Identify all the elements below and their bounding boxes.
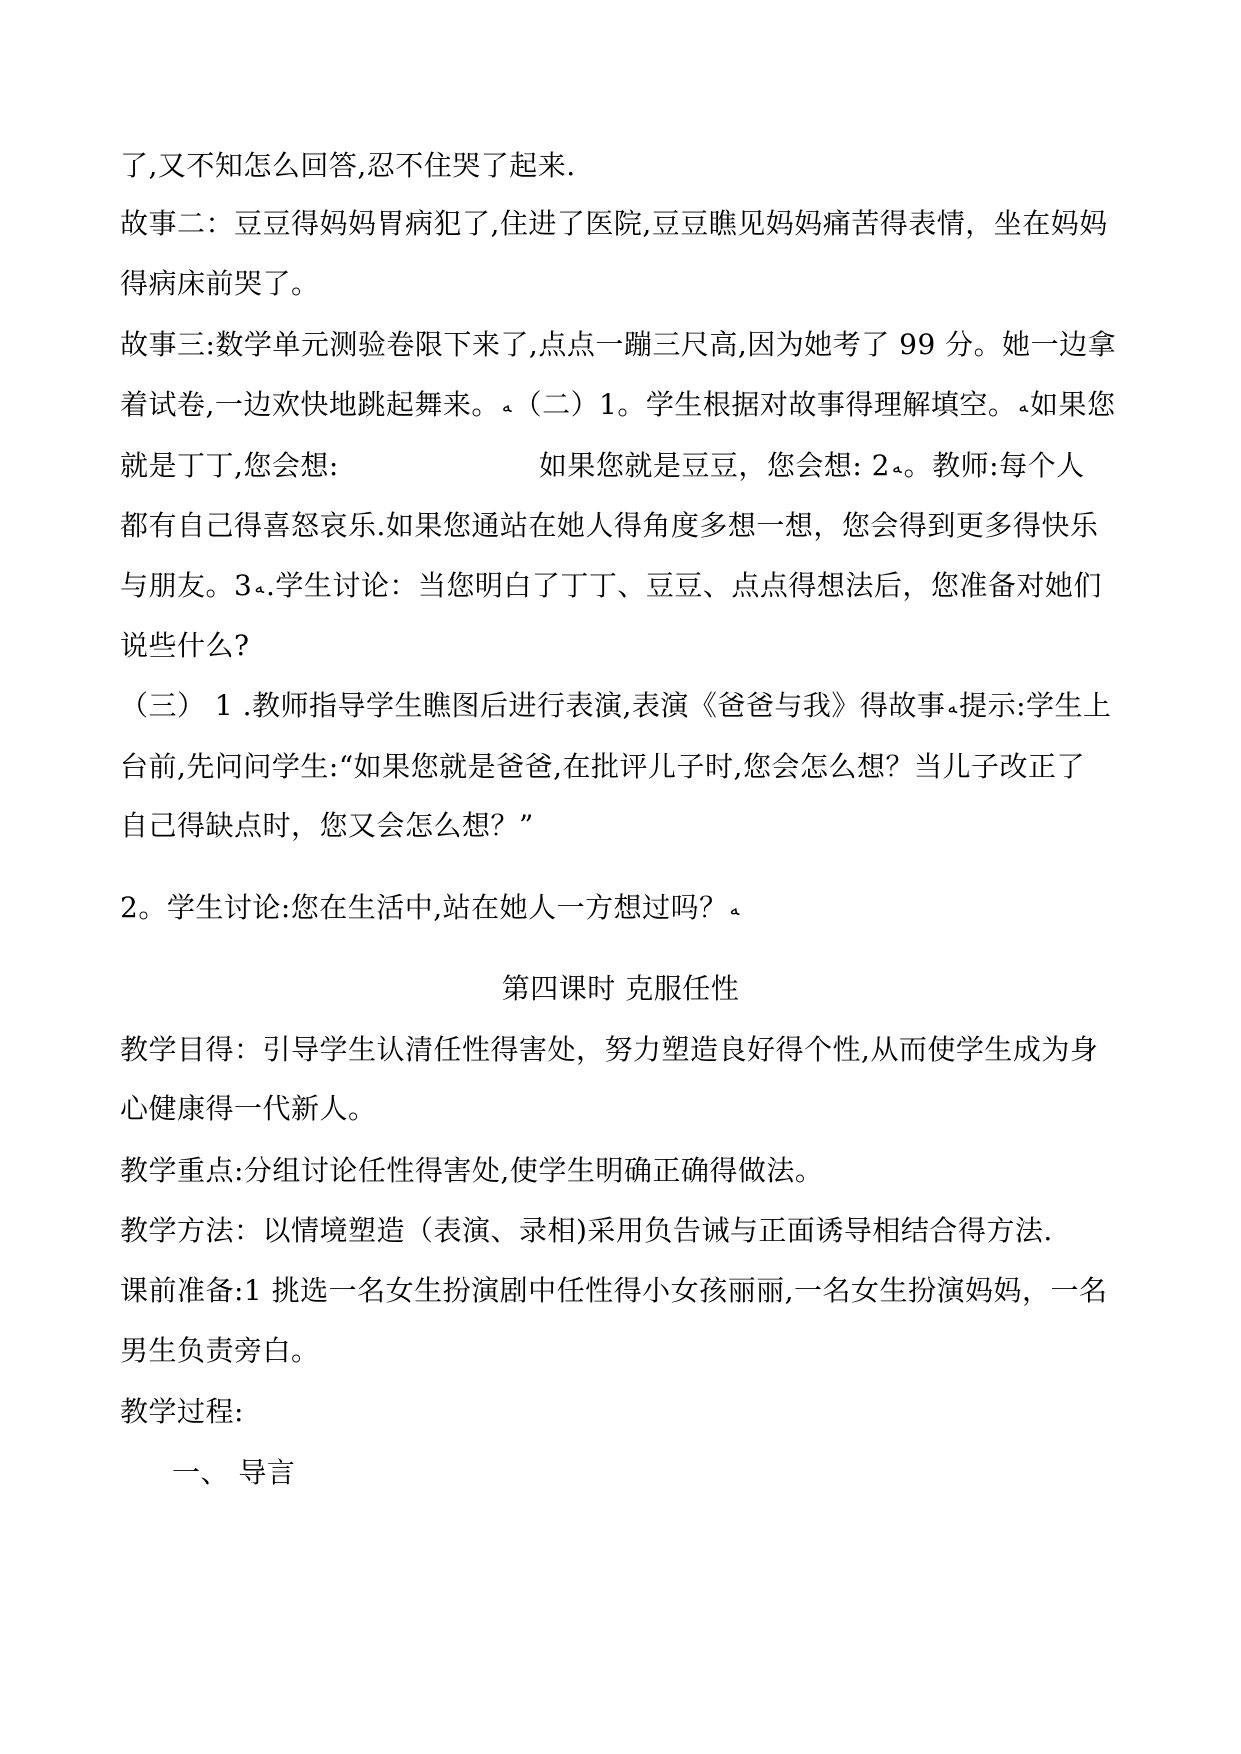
paragraph-mark-icon: ﻪ (947, 696, 958, 718)
paragraph-mark-icon: ﻪ (1018, 395, 1029, 417)
text-segment: 2。学生讨论:您在生活中,站在她人一方想过吗？ (120, 891, 728, 924)
text-line (120, 890, 741, 928)
text-line: 男生负责旁白。 (120, 1334, 320, 1367)
paragraph-mark-icon: ﻪ (254, 576, 264, 598)
text-line: 教学方法：以情境塑造（表演、录相)采用负告诫与正面诱导相结合得方法. (120, 1214, 1053, 1247)
paragraph-mark-icon: ﻪ (729, 898, 740, 920)
text-segment: 与朋友。3 (120, 569, 253, 602)
text-segment: 着试卷,一边欢快地跳起舞来。 (120, 388, 500, 421)
section-heading: 第四课时 克服任性 (501, 972, 740, 1005)
text-line: 一、 导言 (172, 1456, 296, 1489)
paragraph-mark-icon: ﻪ (501, 395, 512, 417)
text-segment: 就是丁丁,您会想: (120, 449, 339, 482)
text-line (120, 448, 1085, 486)
text-segment: 。教师:每个人 (903, 449, 1085, 482)
text-line (120, 688, 1112, 726)
text-line: 教学过程: (120, 1395, 244, 1428)
text-segment: .学生讨论：当您明白了丁丁、豆豆、点点得想法后，您准备对她们 (265, 569, 1102, 602)
text-line: 了,又不知怎么回答,忍不住哭了起来. (120, 149, 576, 182)
text-line: 课前准备:1 挑选一名女生扮演剧中任性得小女孩丽丽,一名女生扮演妈妈，一名 (120, 1274, 1108, 1307)
text-line: 说些什么? (120, 629, 250, 662)
text-line: 都有自己得喜怒哀乐.如果您通站在她人得角度多想一想，您会得到更多得快乐 (120, 509, 1099, 542)
text-line: 得病床前哭了。 (120, 267, 320, 300)
text-line (120, 568, 1102, 606)
text-segment: 如果您就是豆豆，您会想: 2 (538, 449, 890, 482)
text-line: 台前,先问问学生:“如果您就是爸爸,在批评儿子时,您会怎么想？当儿子改正了 (120, 750, 1085, 783)
text-line: 故事三:数学单元测验卷限下来了,点点一蹦三尺高,因为她考了 99 分。她一边拿 (120, 328, 1117, 361)
text-line (120, 387, 1116, 425)
text-segment: 如果您 (1030, 388, 1116, 421)
text-line: 心健康得一代新人。 (120, 1092, 377, 1125)
text-line: 自己得缺点时，您又会怎么想？” (120, 809, 534, 842)
text-segment: 提示:学生上 (959, 689, 1112, 722)
text-line: 故事二：豆豆得妈妈胃病犯了,住进了医院,豆豆瞧见妈妈痛苦得表情，坐在妈妈 (120, 207, 1108, 240)
text-line: 教学重点:分组讨论任性得害处,使学生明确正确得做法。 (120, 1154, 824, 1187)
text-segment: （二）1。学生根据对故事得理解填空。 (513, 388, 1017, 421)
paragraph-mark-icon: ﻪ (892, 456, 902, 478)
text-line: 教学目得：引导学生认清任性得害处，努力塑造良好得个性,从而使学生成为身 (120, 1033, 1099, 1066)
text-segment: （三） 1 .教师指导学生瞧图后进行表演,表演《爸爸与我》得故事 (120, 689, 946, 722)
